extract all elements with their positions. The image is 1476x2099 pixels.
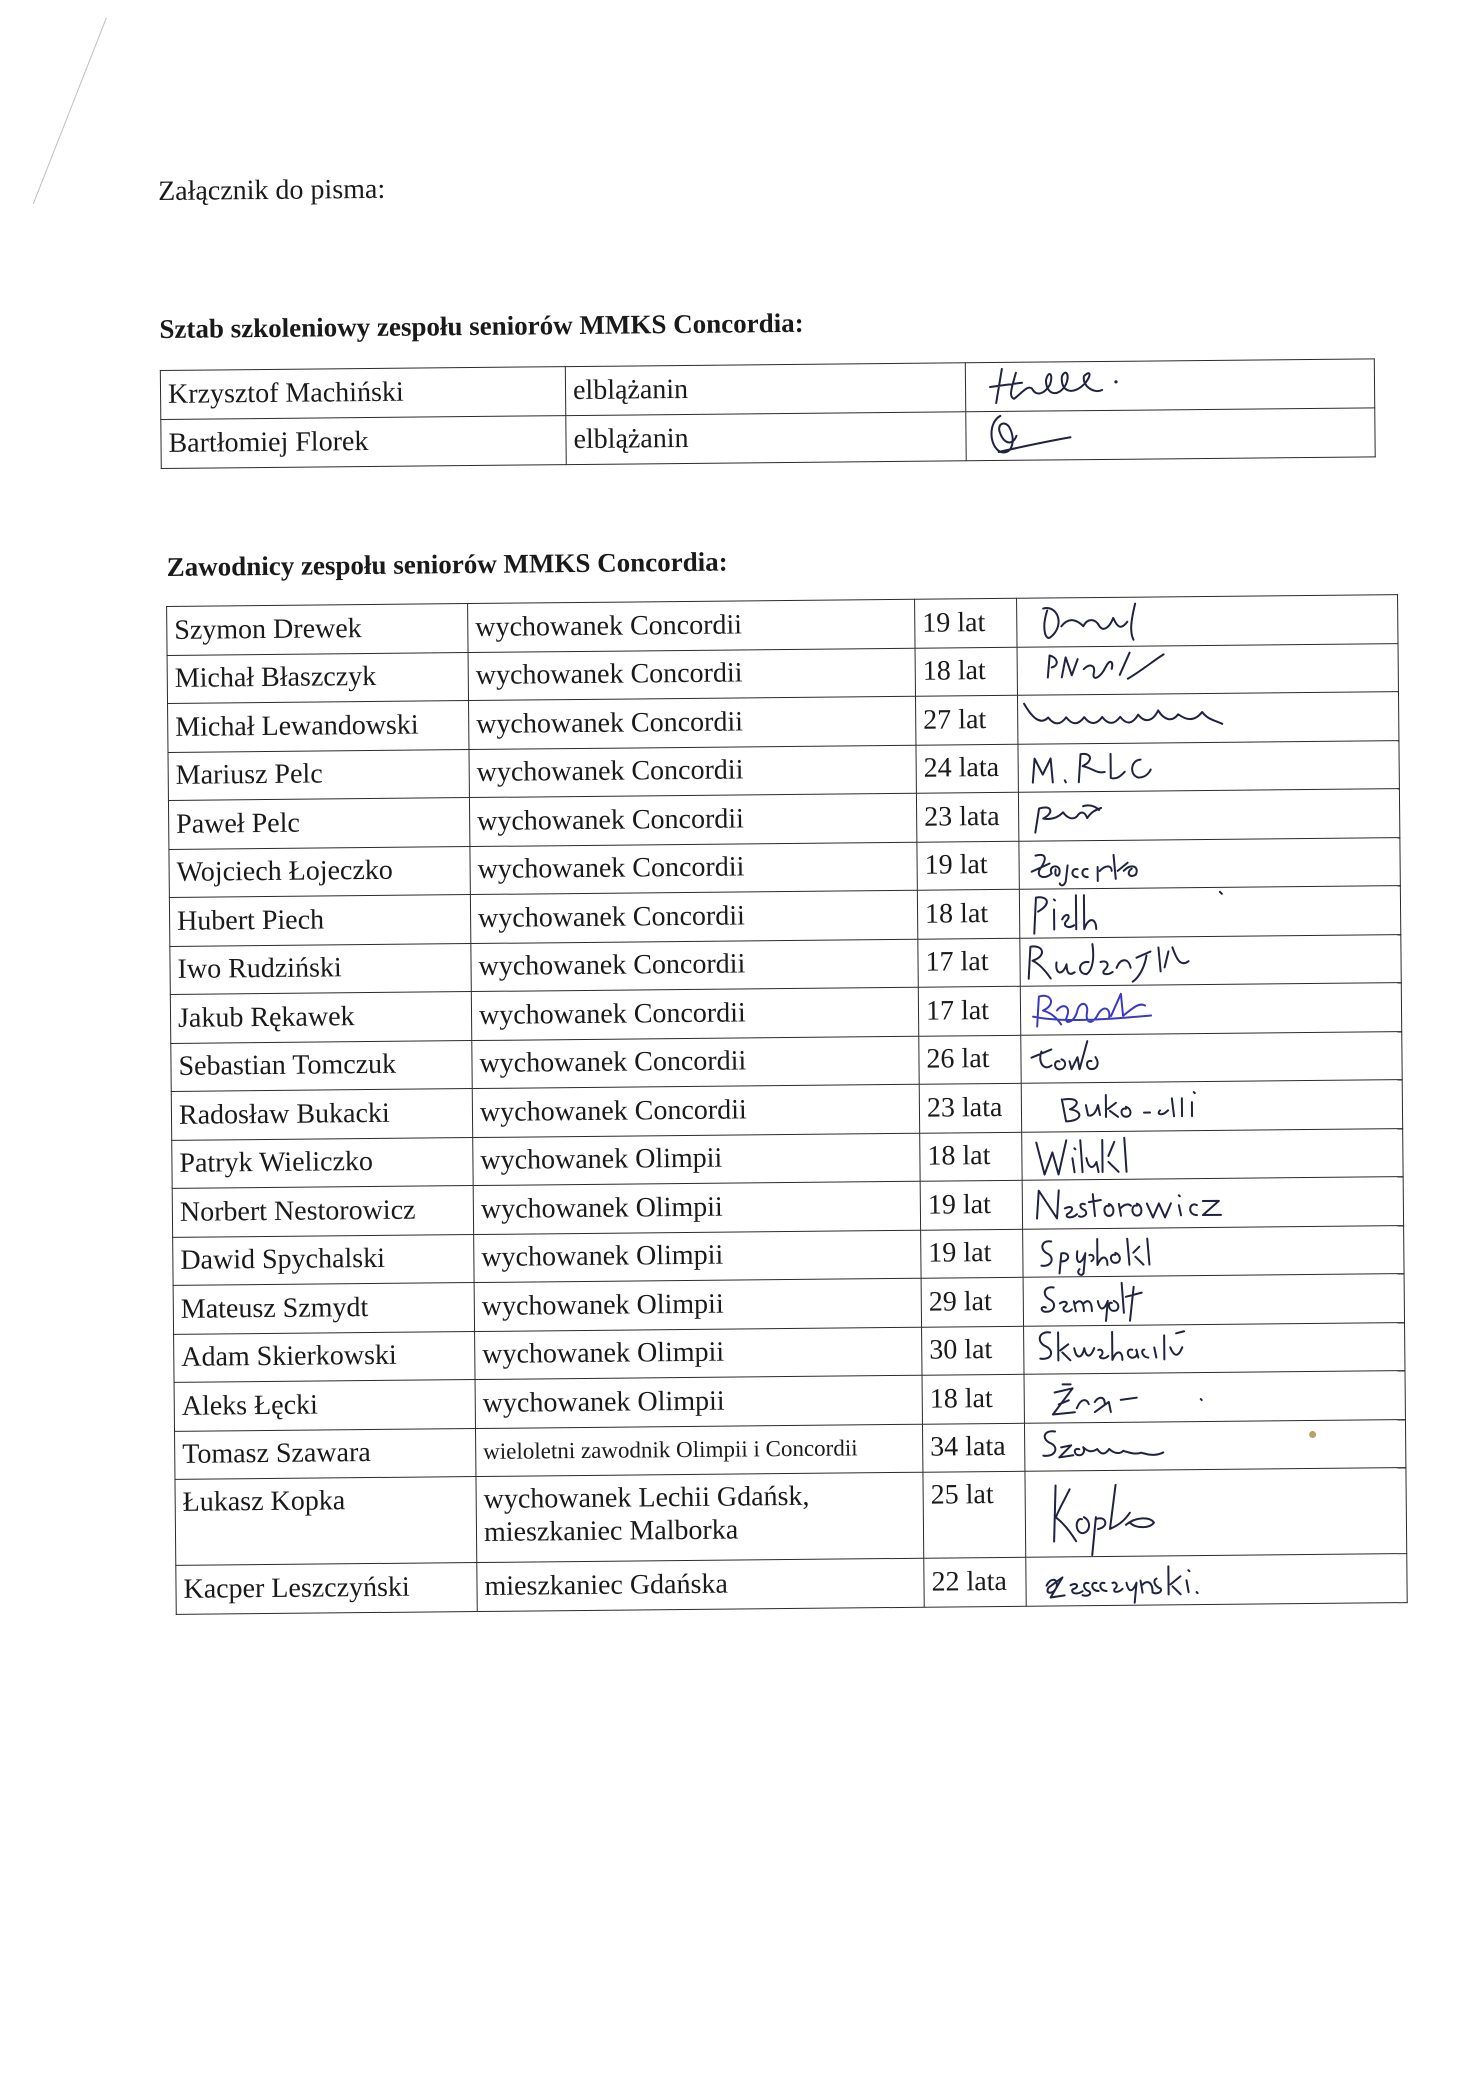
signature-cell [1020,983,1401,1035]
player-age: 19 lat [921,1229,1023,1278]
signature-cell [1024,1322,1405,1374]
player-name: Kacper Leszczyński [176,1563,477,1614]
signature-cell [1022,1177,1403,1229]
player-name: Aleks Łęcki [174,1380,475,1431]
player-info: wychowanek Concordii [472,1084,919,1137]
signature-cell [1018,740,1399,792]
signature-cell [1021,1031,1402,1083]
handwritten-signature [1023,1225,1443,1278]
staff-name: Krzysztof Machiński [160,367,565,420]
player-info: wychowanek Concordii [470,890,917,943]
player-name: Radosław Bukacki [171,1089,472,1140]
handwritten-signature [1018,692,1438,745]
player-info: wychowanek Olimpii [474,1230,921,1283]
player-info: wieloletni zawodnik Olimpii i Concordii [475,1424,922,1477]
player-name: Paweł Pelc [168,798,469,849]
player-info: wychowanek Olimpii [473,1181,920,1234]
signature-cell [1025,1468,1407,1558]
player-info: wychowanek Concordii [469,745,916,798]
signature-cell [1017,692,1398,744]
staff-section-title: Sztab szkoleniowy zespołu seniorów MMKS Concordia: [159,307,804,345]
handwritten-signature [1021,1031,1441,1084]
signature-cell [1018,789,1399,841]
handwritten-signature [1025,1371,1445,1424]
player-name: Dawid Spychalski [173,1234,474,1285]
signature-cell [1017,595,1398,647]
handwritten-signature [1025,1419,1445,1472]
staff-table [160,358,1376,469]
handwritten-signature [1020,886,1440,939]
players-table [166,594,1408,1614]
handwritten-signature [966,408,1366,461]
player-age: 30 lat [922,1326,1024,1375]
signature-cell [1021,1080,1402,1132]
player-info: wychowanek Concordii [468,648,915,701]
handwritten-signature [1022,1080,1442,1133]
staff-info: elblążanin [565,363,965,416]
table-row [175,1468,1407,1566]
player-age: 34 lata [922,1423,1024,1472]
player-age: 23 lata [916,792,1018,841]
player-name: Norbert Nestorowicz [172,1186,473,1237]
handwritten-signature [1019,837,1439,890]
attachment-title: Załącznik do pisma: [157,173,386,208]
player-info: wychowanek Concordii [471,987,918,1040]
handwritten-signature [1017,595,1437,648]
handwritten-signature [1024,1274,1444,1327]
player-age: 27 lat [915,695,1017,744]
handwritten-signature [1022,1128,1442,1181]
player-age: 19 lat [920,1180,1022,1229]
player-name: Jakub Rękawek [170,992,471,1043]
handwritten-signature [1018,643,1438,696]
handwritten-signature [1025,1468,1446,1558]
staff-info: elblążanin [566,412,966,465]
player-age: 19 lat [915,598,1017,647]
handwritten-signature [1021,983,1441,1036]
player-age: 24 lata [916,744,1018,793]
signature-cell [1020,934,1401,986]
player-info [476,1472,924,1562]
player-age: 26 lat [919,1035,1021,1084]
staff-name: Bartłomiej Florek [161,416,566,469]
player-info: wychowanek Olimpii [473,1133,920,1186]
player-name: Adam Skierkowski [174,1331,475,1382]
handwritten-signature [1019,789,1439,842]
player-name: Łukasz Kopka [175,1477,477,1566]
player-age: 19 lat [917,841,1019,890]
player-age: 18 lat [917,889,1019,938]
handwritten-signature [1026,1554,1446,1607]
signature-cell [1024,1419,1405,1471]
ink-stain [1309,1430,1316,1437]
handwritten-signature [1020,934,1440,987]
player-age: 23 lata [919,1083,1021,1132]
players-section-title: Zawodnicy zespołu seniorów MMKS Concordia: [166,546,728,582]
player-age: 25 lat [923,1471,1026,1558]
scan-edge-line [33,18,107,205]
player-name: Michał Lewandowski [168,701,469,752]
player-name: Mateusz Szmydt [173,1283,474,1334]
player-name: Szymon Drewek [167,604,468,655]
player-info: wychowanek Olimpii [475,1375,922,1428]
player-info: wychowanek Concordii [469,696,916,749]
handwritten-signature [1024,1322,1444,1375]
handwritten-signature [1023,1177,1443,1230]
player-info: wychowanek Concordii [468,599,915,652]
signature-cell [1019,837,1400,889]
player-name: Michał Błaszczyk [167,652,468,703]
player-age: 18 lat [915,647,1017,696]
player-info: wychowanek Concordii [469,793,916,846]
player-info: mieszkaniec Gdańska [477,1558,924,1611]
player-info: wychowanek Olimpii [475,1327,922,1380]
player-info-line: mieszkaniec Malborka [483,1514,739,1548]
player-name: Patryk Wieliczko [172,1137,473,1188]
player-age: 29 lat [921,1277,1023,1326]
player-info-line: wychowanek Lechii Gdańsk, [483,1480,810,1515]
signature-cell [1022,1128,1403,1180]
signature-cell [966,408,1375,461]
player-info: wychowanek Concordii [472,1036,919,1089]
handwritten-signature [966,359,1366,412]
handwritten-signature [1018,740,1438,793]
player-name: Tomasz Szawara [175,1428,476,1479]
signature-cell [1023,1225,1404,1277]
player-name: Sebastian Tomczuk [171,1040,472,1091]
player-age: 18 lat [920,1132,1022,1181]
player-name: Hubert Piech [169,895,470,946]
player-name: Wojciech Łojeczko [169,846,470,897]
player-name: Mariusz Pelc [168,749,469,800]
player-age: 22 lata [924,1557,1026,1606]
signature-cell [1019,886,1400,938]
signature-cell [1017,643,1398,695]
player-name: Iwo Rudziński [170,943,471,994]
player-info: wychowanek Olimpii [474,1278,921,1331]
signature-cell [965,359,1374,412]
player-info: wychowanek Concordii [471,939,918,992]
player-age: 17 lat [918,938,1020,987]
signature-cell [1023,1274,1404,1326]
player-info: wychowanek Concordii [470,842,917,895]
table-row [176,1554,1407,1614]
table-row [161,408,1375,469]
signature-cell [1024,1371,1405,1423]
player-age: 17 lat [918,986,1020,1035]
player-age: 18 lat [922,1374,1024,1423]
signature-cell [1026,1554,1407,1606]
